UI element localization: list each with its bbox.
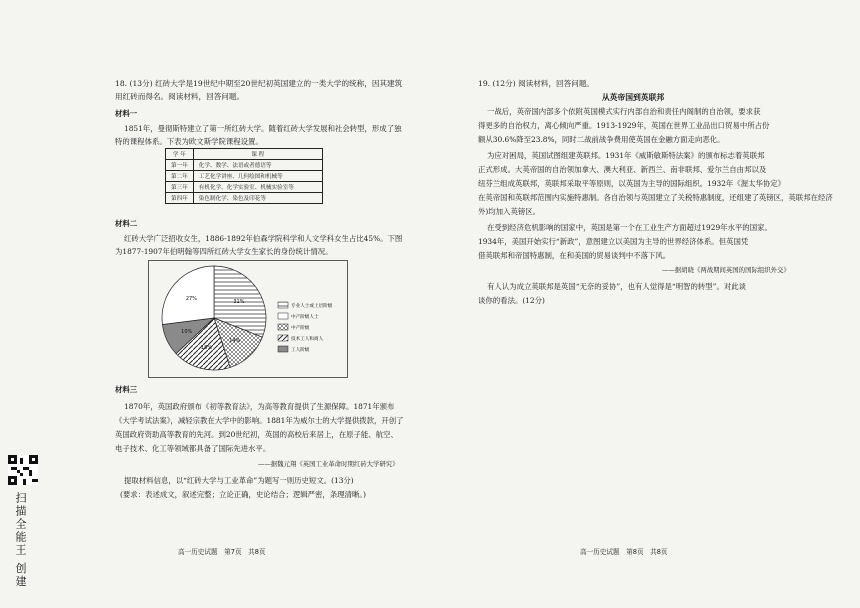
slice-percent-label: 14% [229,337,241,344]
page-8 [430,0,860,608]
paragraph2-line3: 纽芬兰组成英联邦，英联邦采取平等原则，以英国为主导的国际组织。1932年《渥太华协定》 [478,179,786,188]
paragraph3-line3: 借英联邦和帝国特惠制，在和美国的贸易谈判中不落下风。 [478,251,671,260]
material1-text-1: 1851年，曼彻斯特建立了第一所红砖大学。随着红砖大学发展和社会转型，形成了独 [124,124,402,133]
table-header: 课 程 [193,149,322,160]
paragraph1-line3: 额从30.6%降至23.8%，同时二战前战争费用使英国在金融方面走向恶化。 [478,135,725,144]
q19-task-line2: 谈你的看法。(12分) [478,296,545,305]
material3-source: ——据魏元翔《英国工业革命时期红砖大学研究》 [258,460,399,468]
slice-percent-label: 31% [233,299,245,306]
q18-header-cont: 用红砖而得名。阅读材料，回答问题。 [115,92,245,101]
material3-text-4: 电子技术、化工等领域都具备了国际先进水平。 [115,444,271,453]
paragraph2-line2: 正式形成。大英帝国的自治领加拿大、澳大利亚、新西兰、南非联邦、爱尔兰自由邦以及 [478,165,767,174]
material2-text-2: 为1877-1907年伯明翰等四所红砖大学女生家长的身份统计情况。 [115,247,333,256]
table-cell: 工艺化学讲座、几何绘图和机械等 [193,171,322,182]
legend-label: 专业人士或上层阶级 [291,304,333,309]
table-row [166,171,323,182]
legend-label: 中产阶级人士 [291,315,319,320]
q19-header: 19. (12分) 阅读材料，回答问题。 [478,79,595,88]
material3-text-3: 英国政府资助高等教育的先河。到20世纪初，英国的高校后来居上，在原子能、航空、 [115,430,398,439]
legend-swatch [278,335,288,341]
legend-swatch [278,346,288,352]
paragraph3-line2: 1934年，美国开始实行“新政”，意图建立以美国为主导的世界经济体系。但英国凭 [478,237,749,246]
q18-requirements: (要求：表述成文，叙述完整；立论正确，史论结合；逻辑严密，条理清晰。) [120,490,366,499]
legend-swatch [278,324,288,330]
q18-header: 18. (13分) 红砖大学是19世纪中期至20世纪初英国建立的一类大学的统称，因其建筑 [115,79,403,88]
table-cell: 有机化学、化学实验室、机械实验室等 [193,182,322,193]
q18-task: 提取材料信息，以“红砖大学与工业革命”为题写一则历史短文。(13分) [124,476,354,485]
slice-percent-label: 27% [185,296,197,303]
slice-percent-label: 18% [200,345,213,352]
legend-label: 中产阶级 [291,326,310,331]
table-row [166,193,323,204]
legend-swatch [278,313,288,319]
paragraph2-line1: 为应对困局，英国试图组建英联邦。1931年《威斯敏斯特法案》的颁布标志着英联邦 [487,151,765,160]
table-cell: 染色制化学、染色及印花等 [193,193,322,204]
table-header-row [166,149,323,160]
table-cell: 第四年 [166,193,194,204]
table-cell: 第一年 [166,160,194,171]
page-footer: 高一历史试题 第8页 共8页 [580,548,668,556]
material1-title: 材料一 [115,109,138,118]
material1-text-2: 特的课程体系。下表为欧文斯学院课程设置。 [115,137,263,146]
table-cell: 第二年 [166,171,194,182]
table-row [166,160,323,171]
table-row [166,182,323,193]
material2-text-1: 红砖大学广泛招收女生，1886-1892年伯森学院科学和人文学科女生占比45%。下图 [124,234,403,243]
material2-title: 材料二 [115,219,138,228]
slice-percent-label: 10% [181,328,193,335]
scanner-watermark: 扫描全能王 创建 [14,492,27,589]
table-header: 学 年 [166,149,194,160]
material3-text-2: 《大学考试法案》，减轻宗教在大学中的影响。1881年为威尔士的大学提供拨款，开创了 [115,416,404,425]
paragraph2-line5: 外)均加入英镑区。 [478,207,541,216]
paragraph2-line4: 在英帝国和英联邦范围内实施特惠制。各自治领与英国建立了关税特惠制度，还组建了英镑区，英联邦在经济 [478,193,833,202]
parent-identity-pie-chart [148,260,348,378]
table-cell: 第三年 [166,182,194,193]
curriculum-table [165,148,323,204]
qr-code-icon [8,455,38,485]
table-cell: 化学、数学、法语或者德语等 [193,160,322,171]
q19-source: ——据胡晓《两战期间英国的国际组织外交》 [662,266,790,274]
material3-text-1: 1870年，英国政府颁布《初等教育法》，为高等教育提供了生源保障。1871年颁布 [124,402,395,411]
q19-material-title: 从英帝国到英联邦 [601,93,665,102]
legend-label: 技术工人和商人 [291,337,324,342]
paragraph1-line2: 得更多的自治权力，离心倾向严重。1913-1929年，英国在世界工业品出口贸易中所占份 [478,121,770,130]
q19-task-line1: 有人认为成立英联邦是英国“无奈的妥协”，也有人觉得是“明智的转型”。对此谈 [487,282,747,291]
legend-swatch [278,302,288,308]
legend-label: 工人阶级 [291,348,310,353]
paragraph1-line1: 一战后，英帝国内部多个依附英国模式实行内部自治和责任内阁制的自治领，要求获 [487,107,761,116]
page-footer: 高一历史试题 第7页 共8页 [178,548,266,556]
paragraph3-line1: 在受到经济危机影响的国家中，英国是第一个在工业生产方面超过1929年水平的国家。 [487,223,772,232]
material3-title: 材料三 [115,385,138,394]
